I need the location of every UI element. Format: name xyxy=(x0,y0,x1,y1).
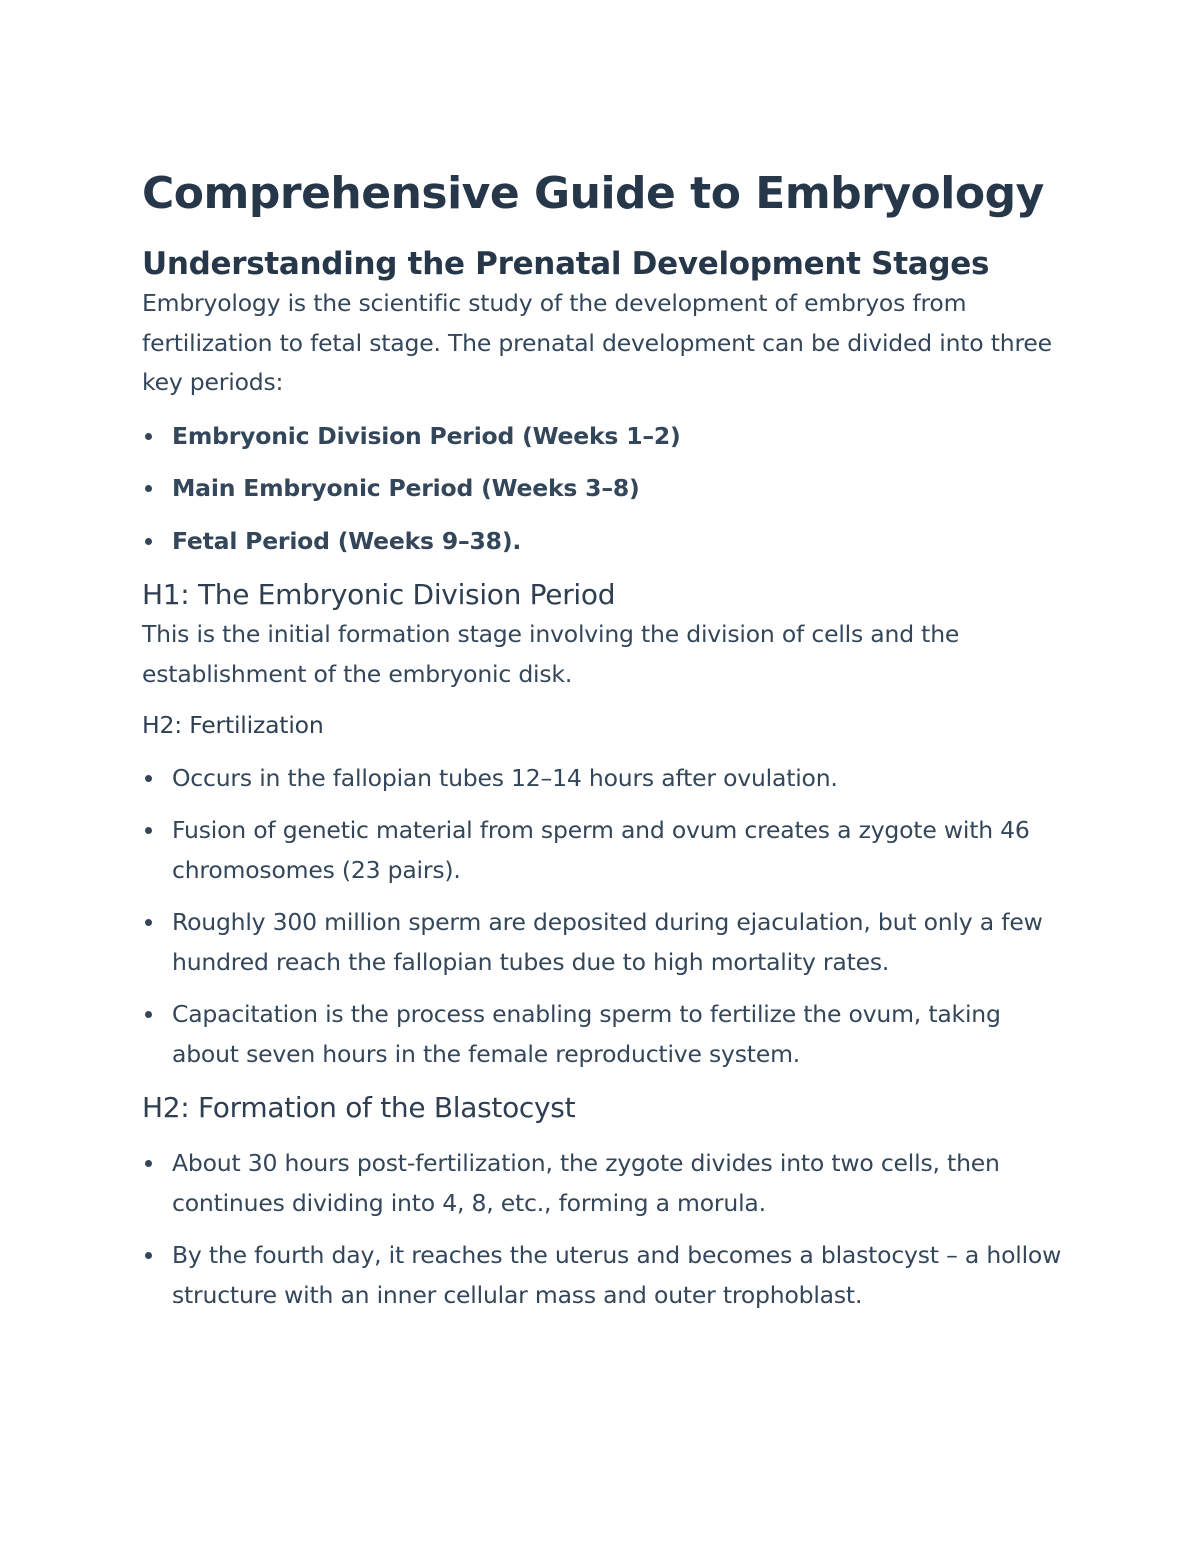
list-item: Occurs in the fallopian tubes 12–14 hours after ovulation. xyxy=(142,759,1072,799)
blastocyst-list xyxy=(142,1144,1072,1315)
bullet-icon xyxy=(145,433,152,440)
section-paragraph: This is the initial formation stage involving the division of cells and the establishment of the embryonic disk. xyxy=(142,620,960,688)
list-item: Capacitation is the process enabling sperm to fertilize the ovum, taking about seven hours in the female reproductive system. xyxy=(142,995,1072,1074)
bullet-icon xyxy=(145,919,152,926)
list-item: Fetal Period (Weeks 9–38). xyxy=(142,522,1072,562)
section-heading-embryonic-division: H1: The Embryonic Division Period xyxy=(142,578,616,611)
periods-list xyxy=(142,417,1072,562)
bullet-icon xyxy=(145,538,152,545)
list-item: Fusion of genetic material from sperm and ovum creates a zygote with 46 chromosomes (23 pairs). xyxy=(142,811,1072,890)
bullet-icon xyxy=(145,827,152,834)
list-item: By the fourth day, it reaches the uterus and becomes a blastocyst – a hollow structure with an inner cellular mass and outer trophoblast. xyxy=(142,1236,1072,1315)
document-title: Comprehensive Guide to Embryology xyxy=(142,168,1044,219)
list-item: Roughly 300 million sperm are deposited during ejaculation, but only a few hundred reach the fallopian tubes due to high mortality rates. xyxy=(142,903,1072,982)
intro-paragraph: Embryology is the scientific study of the development of embryos from fertilization to fetal stage. The prenatal development can be divided into three key periods: xyxy=(142,289,1052,396)
list-item: Embryonic Division Period (Weeks 1–2) xyxy=(142,417,1072,457)
bullet-icon xyxy=(145,1252,152,1259)
list-item: Main Embryonic Period (Weeks 3–8) xyxy=(142,469,1072,509)
subsection-heading-fertilization: H2: Fertilization xyxy=(142,711,324,739)
bullet-icon xyxy=(145,485,152,492)
bullet-icon xyxy=(145,1011,152,1018)
section-heading-blastocyst: H2: Formation of the Blastocyst xyxy=(142,1091,576,1124)
list-item: About 30 hours post-fertilization, the zygote divides into two cells, then continues dividing into 4, 8, etc., forming a morula. xyxy=(142,1144,1072,1223)
bullet-icon xyxy=(145,1160,152,1167)
document-subtitle: Understanding the Prenatal Development Stages xyxy=(142,246,990,282)
bullet-icon xyxy=(145,775,152,782)
fertilization-list xyxy=(142,759,1072,1075)
document-page xyxy=(142,166,1072,1315)
